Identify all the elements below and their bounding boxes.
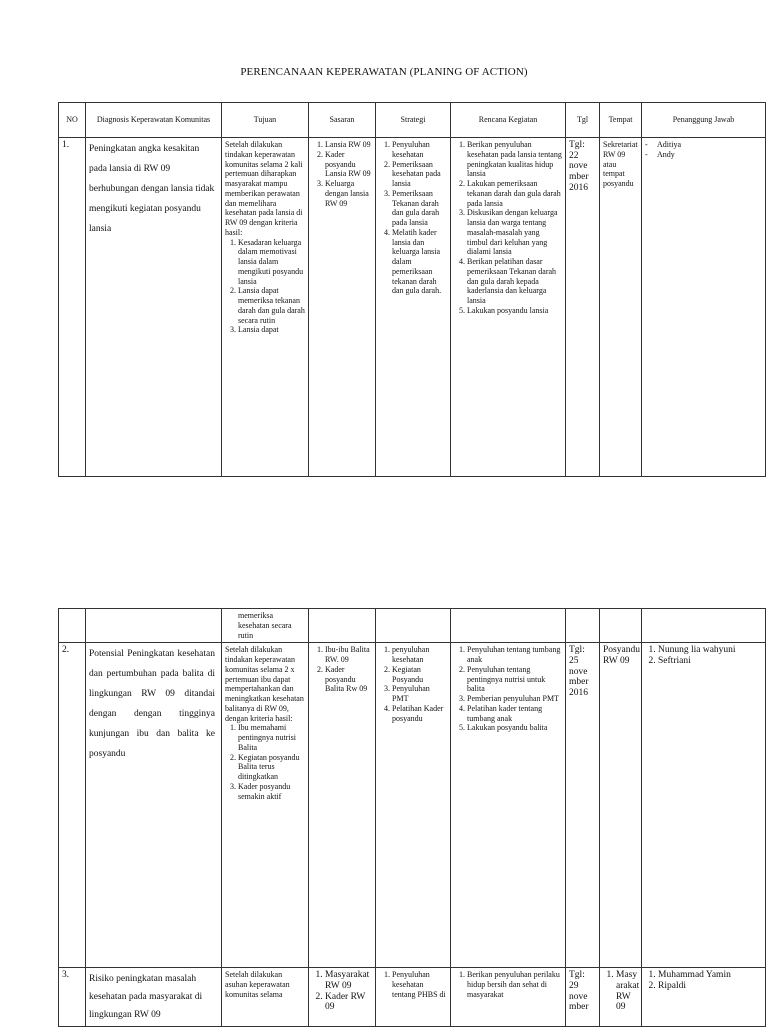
strategi-item: 2. Pemeriksaan kesehatan pada lansia bbox=[392, 160, 447, 189]
header-row bbox=[59, 103, 766, 138]
pj-item: 2. Ripaldi bbox=[658, 981, 762, 992]
tujuan-intro: Setelah dilakukan tindakan keperawatan komunitas selama 2 kali pertemuan diharapkan masyarakat mampu memberikan perawatan dan memelihara kesehatan pada lansia di RW 09 dengan kriteria hasil: bbox=[225, 140, 303, 237]
header-strategi: Strategi bbox=[376, 103, 451, 138]
tujuan-intro: Setelah dilakukan asuhan keperawatan komunitas selama bbox=[225, 970, 290, 999]
diagnosis-cell: Potensial Peningkatan kesehatan dan pertumbuhan pada balita di lingkungan RW 09 ditandai dengan dengan tingginya kunjungan ibu dan balita ke posyandu bbox=[86, 643, 222, 968]
tempat-cell: Sekretariat RW 09 atau tempat posyandu bbox=[600, 138, 642, 477]
tempat-cell bbox=[600, 968, 642, 1027]
table-row bbox=[59, 138, 766, 477]
tempat-item: 1. Masy arakat RW 09 bbox=[616, 970, 638, 1013]
pj-cell bbox=[642, 968, 766, 1027]
sasaran-item: 1. Lansia RW 09 bbox=[325, 140, 372, 150]
tujuan-item: 2. Kegiatan posyandu Balita terus ditingkatkan bbox=[238, 753, 305, 782]
pj-item: - Aditiya bbox=[645, 140, 762, 150]
planning-table-page-2 bbox=[58, 608, 766, 1027]
tgl-label: Tgl: bbox=[569, 645, 585, 656]
continuation-row bbox=[59, 609, 766, 643]
tujuan-cell bbox=[222, 968, 309, 1027]
sasaran-cell bbox=[309, 968, 376, 1027]
strategi-cell bbox=[376, 643, 451, 968]
row-number: 3. bbox=[59, 968, 86, 1027]
tgl-value: 22 nove mber 2016 bbox=[569, 150, 589, 193]
tujuan-cell bbox=[222, 138, 309, 477]
tgl-value: 25 nove mber 2016 bbox=[569, 655, 589, 698]
rencana-cell bbox=[451, 138, 566, 477]
strategi-item: 4. Melatih kader lansia dan keluarga lansia dalam pemeriksaan tekanan darah dan gula darah. bbox=[392, 228, 447, 296]
tempat-cell: Posyandu RW 09 bbox=[600, 643, 642, 968]
sasaran-item: 1. Ibu-ibu Balita RW. 09 bbox=[325, 645, 372, 665]
tujuan-continuation: memeriksa kesehatan secara rutin bbox=[222, 609, 309, 643]
table-row bbox=[59, 643, 766, 968]
rencana-item: 1. Berikan penyuluhan perilaku hidup bersih dan sehat di masyarakat bbox=[467, 970, 562, 999]
tujuan-item: 1. Kesadaran keluarga dalam memotivasi lansia dalam mengikuti posyandu lansia bbox=[238, 238, 305, 287]
strategi-item: 4. Pelatihan Kader posyandu bbox=[392, 704, 447, 724]
strategi-item: 1. penyuluhan kesehatan bbox=[392, 645, 447, 665]
header-tujuan: Tujuan bbox=[222, 103, 309, 138]
tgl-value: 29 nove mber bbox=[569, 980, 589, 1013]
tujuan-item: 3. Lansia dapat bbox=[238, 325, 305, 335]
rencana-item: 2. Lakukan pemeriksaan tekanan darah dan gula darah pada lansia bbox=[467, 179, 562, 208]
header-rencana: Rencana Kegiatan bbox=[451, 103, 566, 138]
tujuan-item: 2. Lansia dapat memeriksa tekanan darah dan gula darah secara rutin bbox=[238, 286, 305, 325]
diagnosis-cell: Risiko peningkatan masalah kesehatan pada masyarakat di lingkungan RW 09 bbox=[86, 968, 222, 1027]
header-tempat: Tempat bbox=[600, 103, 642, 138]
rencana-item: 3. Diskusikan dengan keluarga lansia dan warga tentang masalah-masalah yang timbul dari keluhan yang dialami lansia bbox=[467, 208, 562, 257]
page-title: PERENCANAAN KEPERAWATAN (PLANING OF ACTION) bbox=[240, 66, 528, 78]
row-number: 1. bbox=[59, 138, 86, 477]
rencana-item: 4. Berikan pelatihan dasar pemeriksaan Tekanan darah dan gula darah kepada kaderlansia dan keluarga lansia bbox=[467, 257, 562, 306]
tgl-cell bbox=[566, 643, 600, 968]
rencana-item: 5. Lakukan posyandu lansia bbox=[467, 306, 562, 316]
header-pj: Penanggung Jawab bbox=[642, 103, 766, 138]
header-sasaran: Sasaran bbox=[309, 103, 376, 138]
pj-item: - Andy bbox=[645, 150, 762, 160]
strategi-item: 3. Pemeriksaan Tekanan darah dan gula darah pada lansia bbox=[392, 189, 447, 228]
sasaran-item: 2. Kader posyandu Balita Rw 09 bbox=[325, 665, 372, 694]
sasaran-item: 3. Keluarga dengan lansia RW 09 bbox=[325, 179, 372, 208]
pj-cell bbox=[642, 138, 766, 477]
header-tgl: Tgl bbox=[566, 103, 600, 138]
strategi-cell bbox=[376, 968, 451, 1027]
rencana-item: 1. Penyuluhan tentang tumbang anak bbox=[467, 645, 562, 665]
row-number: 2. bbox=[59, 643, 86, 968]
planning-table-page-1 bbox=[58, 102, 766, 477]
rencana-item: 2. Penyuluhan tentang pentingnya nutrisi untuk balita bbox=[467, 665, 562, 694]
strategi-cell bbox=[376, 138, 451, 477]
sasaran-item: 2. Kader RW 09 bbox=[325, 992, 372, 1013]
pj-item: 2. Seftriani bbox=[658, 656, 762, 667]
pj-item: 1. Muhammad Yamin bbox=[658, 970, 762, 981]
rencana-cell bbox=[451, 968, 566, 1027]
tujuan-intro: Setelah dilakukan tindakan keperawatan komunitas selama 2 x pertemuan ibu dapat mempertahankan dan meningkatkan kesehatan balitanya di RW 09, dengan kriteria hasil: bbox=[225, 645, 304, 723]
sasaran-cell bbox=[309, 138, 376, 477]
strategi-item: 1. Penyuluhan kesehatan bbox=[392, 140, 447, 160]
rencana-cell bbox=[451, 643, 566, 968]
sasaran-item: 1. Masyarakat RW 09 bbox=[325, 970, 372, 991]
rencana-item: 3. Pemberian penyuluhan PMT bbox=[467, 694, 562, 704]
tgl-cell bbox=[566, 138, 600, 477]
strategi-item: 3. Penyuluhan PMT bbox=[392, 684, 447, 704]
tujuan-cell bbox=[222, 643, 309, 968]
tujuan-item: 1. Ibu memahami pentingnya nutrisi Balita bbox=[238, 723, 305, 752]
tgl-cell bbox=[566, 968, 600, 1027]
sasaran-cell bbox=[309, 643, 376, 968]
rencana-item: 5. Lakukan posyandu balita bbox=[467, 723, 562, 733]
strategi-item: 2. Kegiatan Posyandu bbox=[392, 665, 447, 685]
rencana-item: 1. Berikan penyuluhan kesehatan pada lansia tentang peningkatan kualitas hidup lansia bbox=[467, 140, 562, 179]
rencana-item: 4. Pelatihan kader tentang tumbang anak bbox=[467, 704, 562, 724]
pj-cell bbox=[642, 643, 766, 968]
tgl-label: Tgl: bbox=[569, 140, 585, 150]
header-no: NO bbox=[59, 103, 86, 138]
tgl-label: Tgl: bbox=[569, 970, 585, 981]
strategi-item: 1. Penyuluhan kesehatan tentang PHBS di bbox=[392, 970, 447, 999]
sasaran-item: 2. Kader posyandu Lansia RW 09 bbox=[325, 150, 372, 179]
table-row bbox=[59, 968, 766, 1027]
pj-item: 1. Nunung lia wahyuni bbox=[658, 645, 762, 656]
header-diagnosis: Diagnosis Keperawatan Komunitas bbox=[86, 103, 222, 138]
tujuan-item: 3. Kader posyandu semakin aktif bbox=[238, 782, 305, 802]
diagnosis-cell: Peningkatan angka kesakitan pada lansia di RW 09 berhubungan dengan lansia tidak mengikuti kegiatan posyandu lansia bbox=[86, 138, 222, 477]
